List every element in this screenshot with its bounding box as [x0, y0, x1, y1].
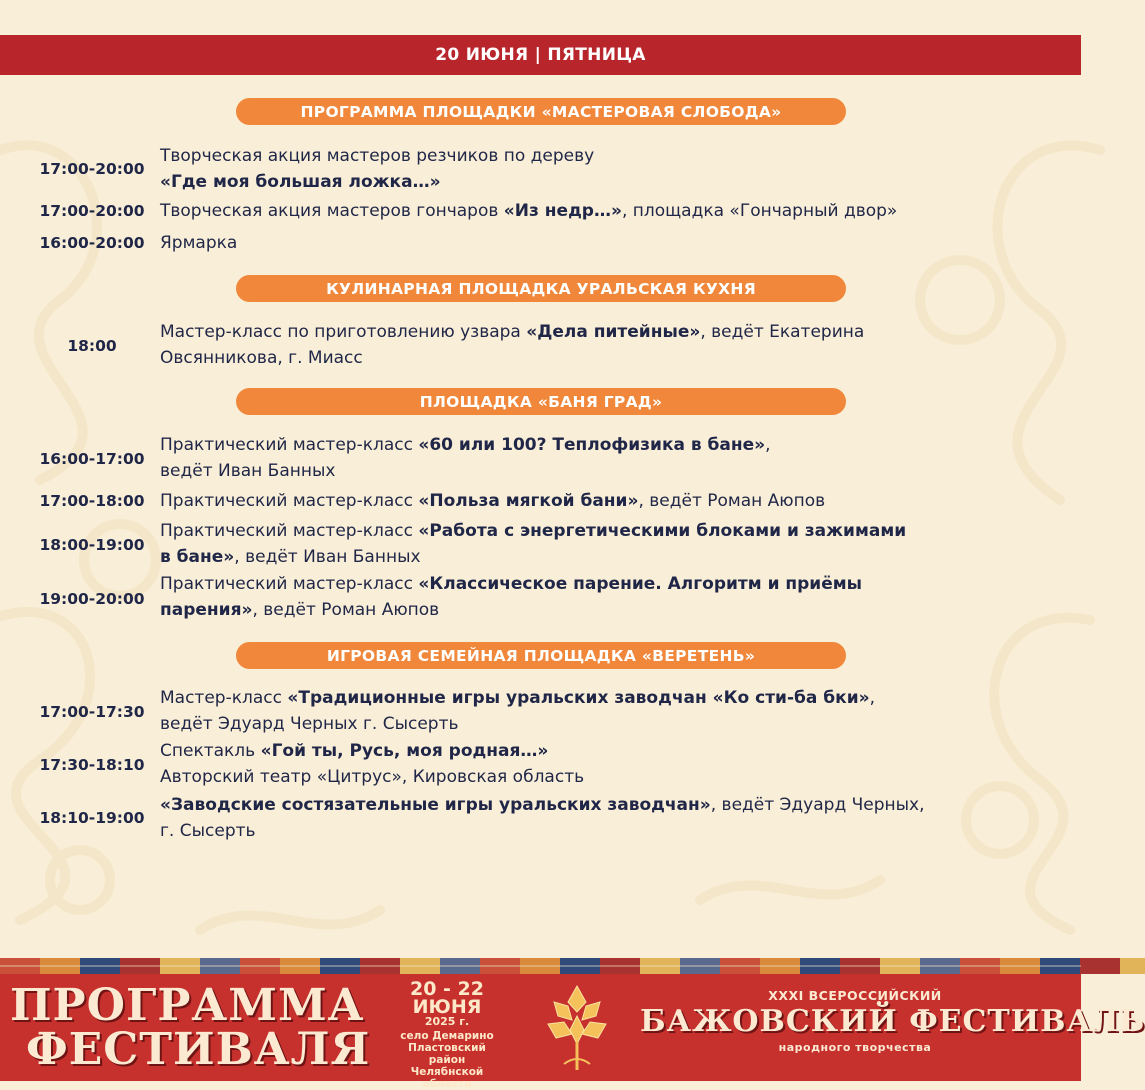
event-description: «Заводские состязательные игры уральских заводчан», ведёт Эдуард Черных, г. Сысерть	[160, 795, 925, 841]
event-time: 18:00	[67, 337, 117, 355]
date-banner: 20 ИЮНЯ | ПЯТНИЦА	[0, 35, 1081, 75]
event-time: 17:00-17:30	[39, 703, 145, 721]
ornament-strip	[0, 958, 1081, 974]
event-description: Спектакль «Гой ты, Русь, моя родная…» Авторский театр «Цитрус», Кировская область	[160, 741, 585, 787]
section-header-banya-grad: ПЛОЩАДКА «БАНЯ ГРАД»	[236, 388, 846, 415]
event-description: Практический мастер-класс «Работа с энергетическими блоками и зажимами в бане», ведёт Иван Банных	[160, 521, 907, 567]
event-time: 18:10-19:00	[39, 809, 145, 827]
event-description: Мастер-класс «Традиционные игры уральских заводчан «Ко сти-ба бки», ведёт Эдуард Черных г. Сысерть	[160, 688, 875, 734]
festival-dates: 20 - 22 ИЮНЯ 2025 г. село Демарино Пластовский район Челябнской области	[400, 978, 494, 1090]
footer-banner	[0, 974, 1145, 1090]
event-time: 16:00-20:00	[39, 234, 145, 252]
event-description: Творческая акция мастеров резчиков по дереву «Где моя большая ложка…»	[160, 146, 595, 192]
section-header-masterovaya-sloboda: ПРОГРАММА ПЛОЩАДКИ «МАСТЕРОВАЯ СЛОБОДА»	[236, 98, 846, 125]
event-description: Практический мастер-класс «Польза мягкой бани», ведёт Роман Аюпов	[160, 491, 826, 511]
section-header-culinary: КУЛИНАРНАЯ ПЛОЩАДКА УРАЛЬСКАЯ КУХНЯ	[236, 275, 846, 302]
festival-footer	[0, 958, 1145, 1090]
festival-brand: XXXI ВСЕРОССИЙСКИЙ БАЖОВСКИЙ ФЕСТИВАЛЬ народного творчества	[640, 988, 1145, 1054]
event-time: 17:00-20:00	[39, 160, 145, 178]
program-title: ПРОГРАММА ФЕСТИВАЛЯ	[10, 980, 371, 1075]
event-description: Ярмарка	[160, 233, 238, 253]
festival-emblem-icon	[542, 982, 612, 1074]
section-header-veretenj: ИГРОВАЯ СЕМЕЙНАЯ ПЛОЩАДКА «ВЕРЕТЕНЬ»	[236, 642, 846, 669]
event-time: 17:30-18:10	[39, 756, 145, 774]
event-time: 17:00-20:00	[39, 202, 145, 220]
event-description: Практический мастер-класс «60 или 100? Теплофизика в бане», ведёт Иван Банных	[160, 435, 771, 481]
event-time: 16:00-17:00	[39, 450, 145, 468]
event-description: Творческая акция мастеров гончаров «Из недр…», площадка «Гончарный двор»	[160, 201, 898, 221]
event-description: Практический мастер-класс «Классическое парение. Алгоритм и приёмы парения», ведёт Роман Аюпов	[160, 574, 863, 620]
event-time: 18:00-19:00	[39, 536, 145, 554]
event-time: 19:00-20:00	[39, 590, 145, 608]
event-description: Мастер-класс по приготовлению узвара «Дела питейные», ведёт Екатерина Овсянникова, г. Миасс	[160, 322, 865, 368]
event-time: 17:00-18:00	[39, 492, 145, 510]
